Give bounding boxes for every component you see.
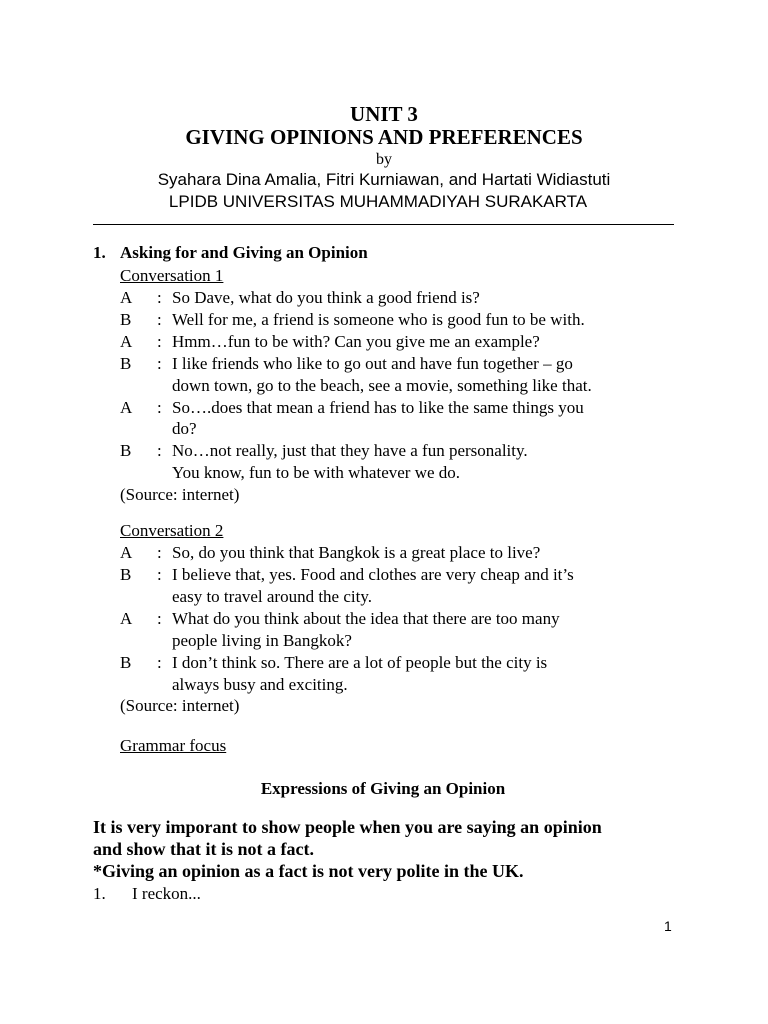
dialogue-text: What do you think about the idea that there are too many [172, 609, 560, 628]
grammar-focus-title: Grammar focus [120, 736, 227, 755]
dialogue-text: people living in Bangkok? [172, 631, 352, 650]
colon-separator: : [157, 310, 162, 329]
source-note: (Source: internet) [120, 485, 240, 504]
colon-separator: : [157, 398, 162, 417]
speaker-label: A [120, 332, 133, 351]
colon-separator: : [157, 354, 162, 373]
colon-separator: : [157, 543, 162, 562]
dialogue-text: do? [172, 419, 197, 438]
conversation-1-title: Conversation 1 [120, 266, 224, 285]
colon-separator: : [157, 565, 162, 584]
dialogue-text: always busy and exciting. [172, 675, 348, 694]
speaker-label: A [120, 288, 133, 307]
speaker-label: A [120, 543, 133, 562]
list-item-number: 1. [93, 884, 106, 903]
dialogue-continuation [0, 463, 768, 485]
dialogue-line [0, 565, 768, 587]
colon-separator: : [157, 441, 162, 460]
dialogue-continuation [0, 376, 768, 398]
conversation-2-title: Conversation 2 [120, 521, 224, 540]
dialogue-text: I believe that, yes. Food and clothes are very cheap and it’s [172, 565, 574, 584]
dialogue-line [0, 310, 768, 332]
document-title: GIVING OPINIONS AND PREFERENCES [185, 125, 583, 149]
dialogue-text: Well for me, a friend is someone who is good fun to be with. [172, 310, 585, 329]
speaker-label: B [120, 441, 132, 460]
dialogue-text: You know, fun to be with whatever we do. [172, 463, 461, 482]
dialogue-text: down town, go to the beach, see a movie, something like that. [172, 376, 592, 395]
speaker-label: B [120, 310, 132, 329]
grammar-intro-line-2: and show that it is not a fact. [93, 839, 315, 859]
by-label: by [376, 151, 392, 168]
speaker-label: A [120, 398, 133, 417]
authors: Syahara Dina Amalia, Fitri Kurniawan, and Hartati Widiastuti [157, 170, 611, 189]
colon-separator: : [157, 288, 162, 307]
dialogue-line [0, 609, 768, 631]
grammar-intro-line-1: It is very imporant to show people when you are saying an opinion [93, 817, 602, 837]
colon-separator: : [157, 653, 162, 672]
dialogue-line [0, 398, 768, 420]
dialogue-continuation [0, 631, 768, 653]
dialogue-text: So….does that mean a friend has to like the same things you [172, 398, 584, 417]
dialogue-text: I don’t think so. There are a lot of people but the city is [172, 653, 548, 672]
speaker-label: B [120, 565, 132, 584]
section-number: 1. [93, 243, 106, 262]
dialogue-continuation [0, 587, 768, 609]
dialogue-text: I like friends who like to go out and have fun together – go [172, 354, 573, 373]
dialogue-text: So, do you think that Bangkok is a great place to live? [172, 543, 541, 562]
page-number: 1 [664, 918, 672, 934]
colon-separator: : [157, 332, 162, 351]
dialogue-line [0, 288, 768, 310]
colon-separator: : [157, 609, 162, 628]
dialogue-continuation [0, 675, 768, 697]
section-heading: Asking for and Giving an Opinion [120, 243, 368, 262]
dialogue-line [0, 653, 768, 675]
dialogue-text: easy to travel around the city. [172, 587, 372, 606]
dialogue-text: Hmm…fun to be with? Can you give me an example? [172, 332, 540, 351]
speaker-label: B [120, 653, 132, 672]
speaker-label: A [120, 609, 133, 628]
institution: LPIDB UNIVERSITAS MUHAMMADIYAH SURAKARTA [168, 192, 588, 211]
dialogue-line [0, 441, 768, 463]
dialogue-continuation [0, 419, 768, 441]
grammar-heading: Expressions of Giving an Opinion [260, 779, 506, 798]
dialogue-text: No…not really, just that they have a fun personality. [172, 441, 528, 460]
dialogue-line [0, 332, 768, 354]
speaker-label: B [120, 354, 132, 373]
dialogue-line [0, 543, 768, 565]
source-note: (Source: internet) [120, 696, 240, 715]
politeness-note: *Giving an opinion as a fact is not very polite in the UK. [93, 861, 524, 881]
list-item-text: I reckon... [132, 884, 201, 903]
header-divider [93, 224, 674, 225]
dialogue-text: So Dave, what do you think a good friend is? [172, 288, 480, 307]
dialogue-line [0, 354, 768, 376]
unit-label: UNIT 3 [350, 102, 418, 126]
